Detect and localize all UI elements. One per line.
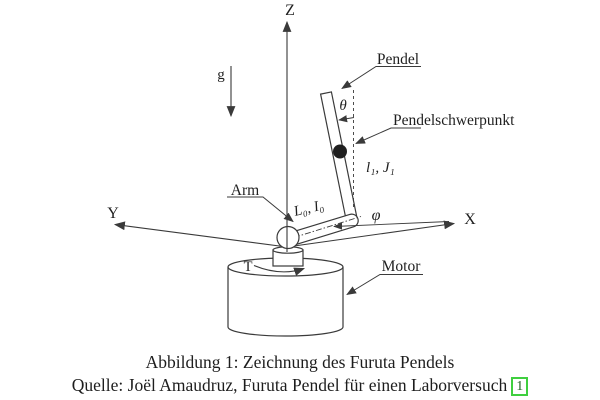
caption-title: Abbildung 1: Zeichnung des Furuta Pendels	[145, 352, 455, 372]
gravity-label: g	[217, 67, 225, 83]
center-of-mass-label: Pendelschwerpunkt	[393, 112, 515, 129]
figure-caption	[0, 351, 600, 397]
theta-symbol: θ	[339, 98, 347, 114]
phi-symbol: φ	[371, 207, 381, 224]
x-axis-label: X	[464, 211, 476, 228]
y-axis-label: Y	[107, 205, 119, 222]
pivot-ball	[277, 227, 299, 249]
arm-params-label: L₀, I₀	[292, 197, 326, 220]
torque-symbol: T	[243, 259, 253, 275]
schwerpunkt-leader-line	[356, 128, 421, 144]
motor-shaft	[273, 247, 303, 266]
z-axis-label: Z	[285, 2, 295, 19]
caption-source-text: Quelle: Joël Amaudruz, Furuta Pendel für einen Laborversuch	[71, 375, 508, 395]
caption-source	[0, 374, 600, 397]
citation-link[interactable]: 1	[511, 377, 528, 396]
theta-angle-arrow	[339, 118, 354, 121]
arm-label: Arm	[230, 182, 260, 199]
pendulum-params-label: l₁, J₁	[366, 160, 395, 176]
y-axis-line	[115, 225, 287, 248]
center-of-mass-dot	[333, 145, 347, 159]
pendel-leader-line	[342, 67, 421, 89]
arm-leader-line	[227, 197, 293, 222]
motor-leader-line	[347, 275, 423, 295]
pendulum-label: Pendel	[376, 51, 420, 68]
motor-label: Motor	[381, 258, 421, 275]
